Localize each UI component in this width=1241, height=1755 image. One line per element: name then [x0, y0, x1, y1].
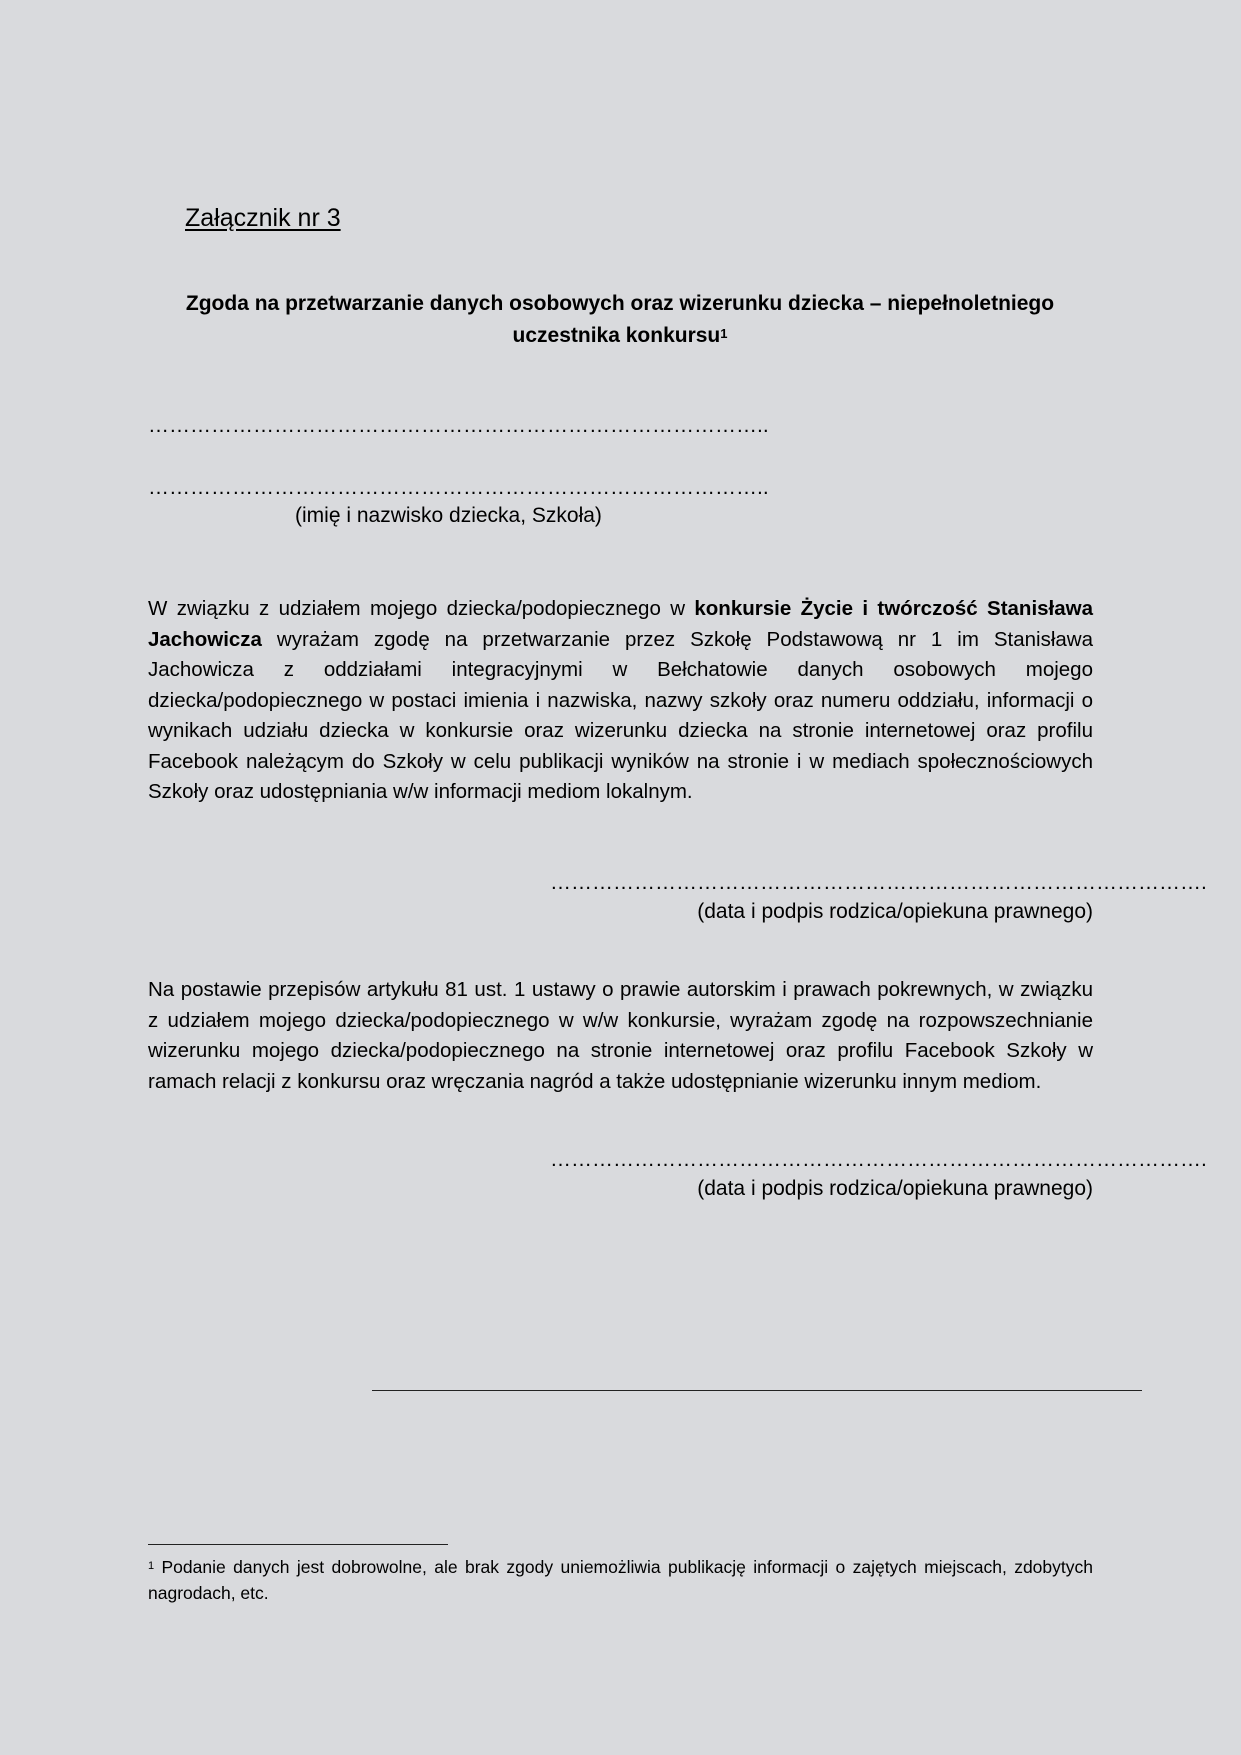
document-title [148, 288, 1092, 352]
signature-caption-2: (data i podpis rodzica/opiekuna prawnego) [697, 1177, 1093, 1200]
signature-line-2: …………………………………………………………………………………. [550, 1148, 1207, 1171]
horizontal-divider [372, 1390, 1142, 1391]
title-text: Zgoda na przetwarzanie danych osobowych oraz wizerunku dziecka – niepełnoletniego uczestnika konkursu [185, 292, 1055, 347]
title-footnote-mark: 1 [720, 326, 728, 341]
footnote-mark: 1 [148, 1560, 155, 1572]
consent-paragraph-2: Na postawie przepisów artykułu 81 ust. 1 ustawy o prawie autorskim i prawach pokrewnych, w związku z udziałem mojego dziecka/podopiecznego w w/w konkursie, wyrażam zgodę na rozpowszechnianie wizerunku mojego dziecka/podopiecznego na stronie internetowej oraz profilu Facebook Szkoły w ramach relacji z konkursu oraz wręczania nagród a także udostępnianie wizerunku innym mediom. [148, 978, 1093, 1093]
consent1-rest: wyrażam zgodę na przetwarzanie przez Szkołę Podstawową nr 1 im Stanisława Jachowicza z oddziałami integracyjnymi w Bełchatowie danych osobowych mojego dziecka/podopiecznego w postaci imienia i nazwiska, nazwy szkoły oraz numeru oddziału, informacji o wynikach udziału dziecka w konkursie oraz wizerunku dziecka na stronie internetowej oraz profilu Facebook należącym do Szkoły w celu publikacji wyników na stronie i w mediach społecznościowych Szkoły oraz udostępniania w/w informacji mediom lokalnym. [148, 627, 1093, 803]
child-name-caption: (imię i nazwisko dziecka, Szkoła) [295, 504, 602, 527]
signature-caption-1: (data i podpis rodzica/opiekuna prawnego) [697, 900, 1093, 923]
footnote-separator [148, 1544, 448, 1545]
school-fill-line: …………………………………………………………………………….. [148, 476, 769, 499]
consent-paragraph-1 [148, 594, 1093, 808]
child-name-fill-line: …………………………………………………………………………….. [148, 414, 769, 437]
footnote [148, 1554, 1093, 1606]
annex-label: Załącznik nr 3 [185, 204, 341, 232]
consent1-intro: W związku z udziałem mojego dziecka/podopiecznego w [148, 597, 695, 620]
signature-line-1: …………………………………………………………………………………. [550, 871, 1207, 894]
consent1-contest-name: konkursie Życie i twórczość Stanisława Jachowicza [148, 597, 1093, 651]
footnote-text: Podanie danych jest dobrowolne, ale brak zgody uniemożliwia publikację informacji o zajętych miejscach, zdobytych nagrodach, etc. [148, 1557, 1093, 1603]
